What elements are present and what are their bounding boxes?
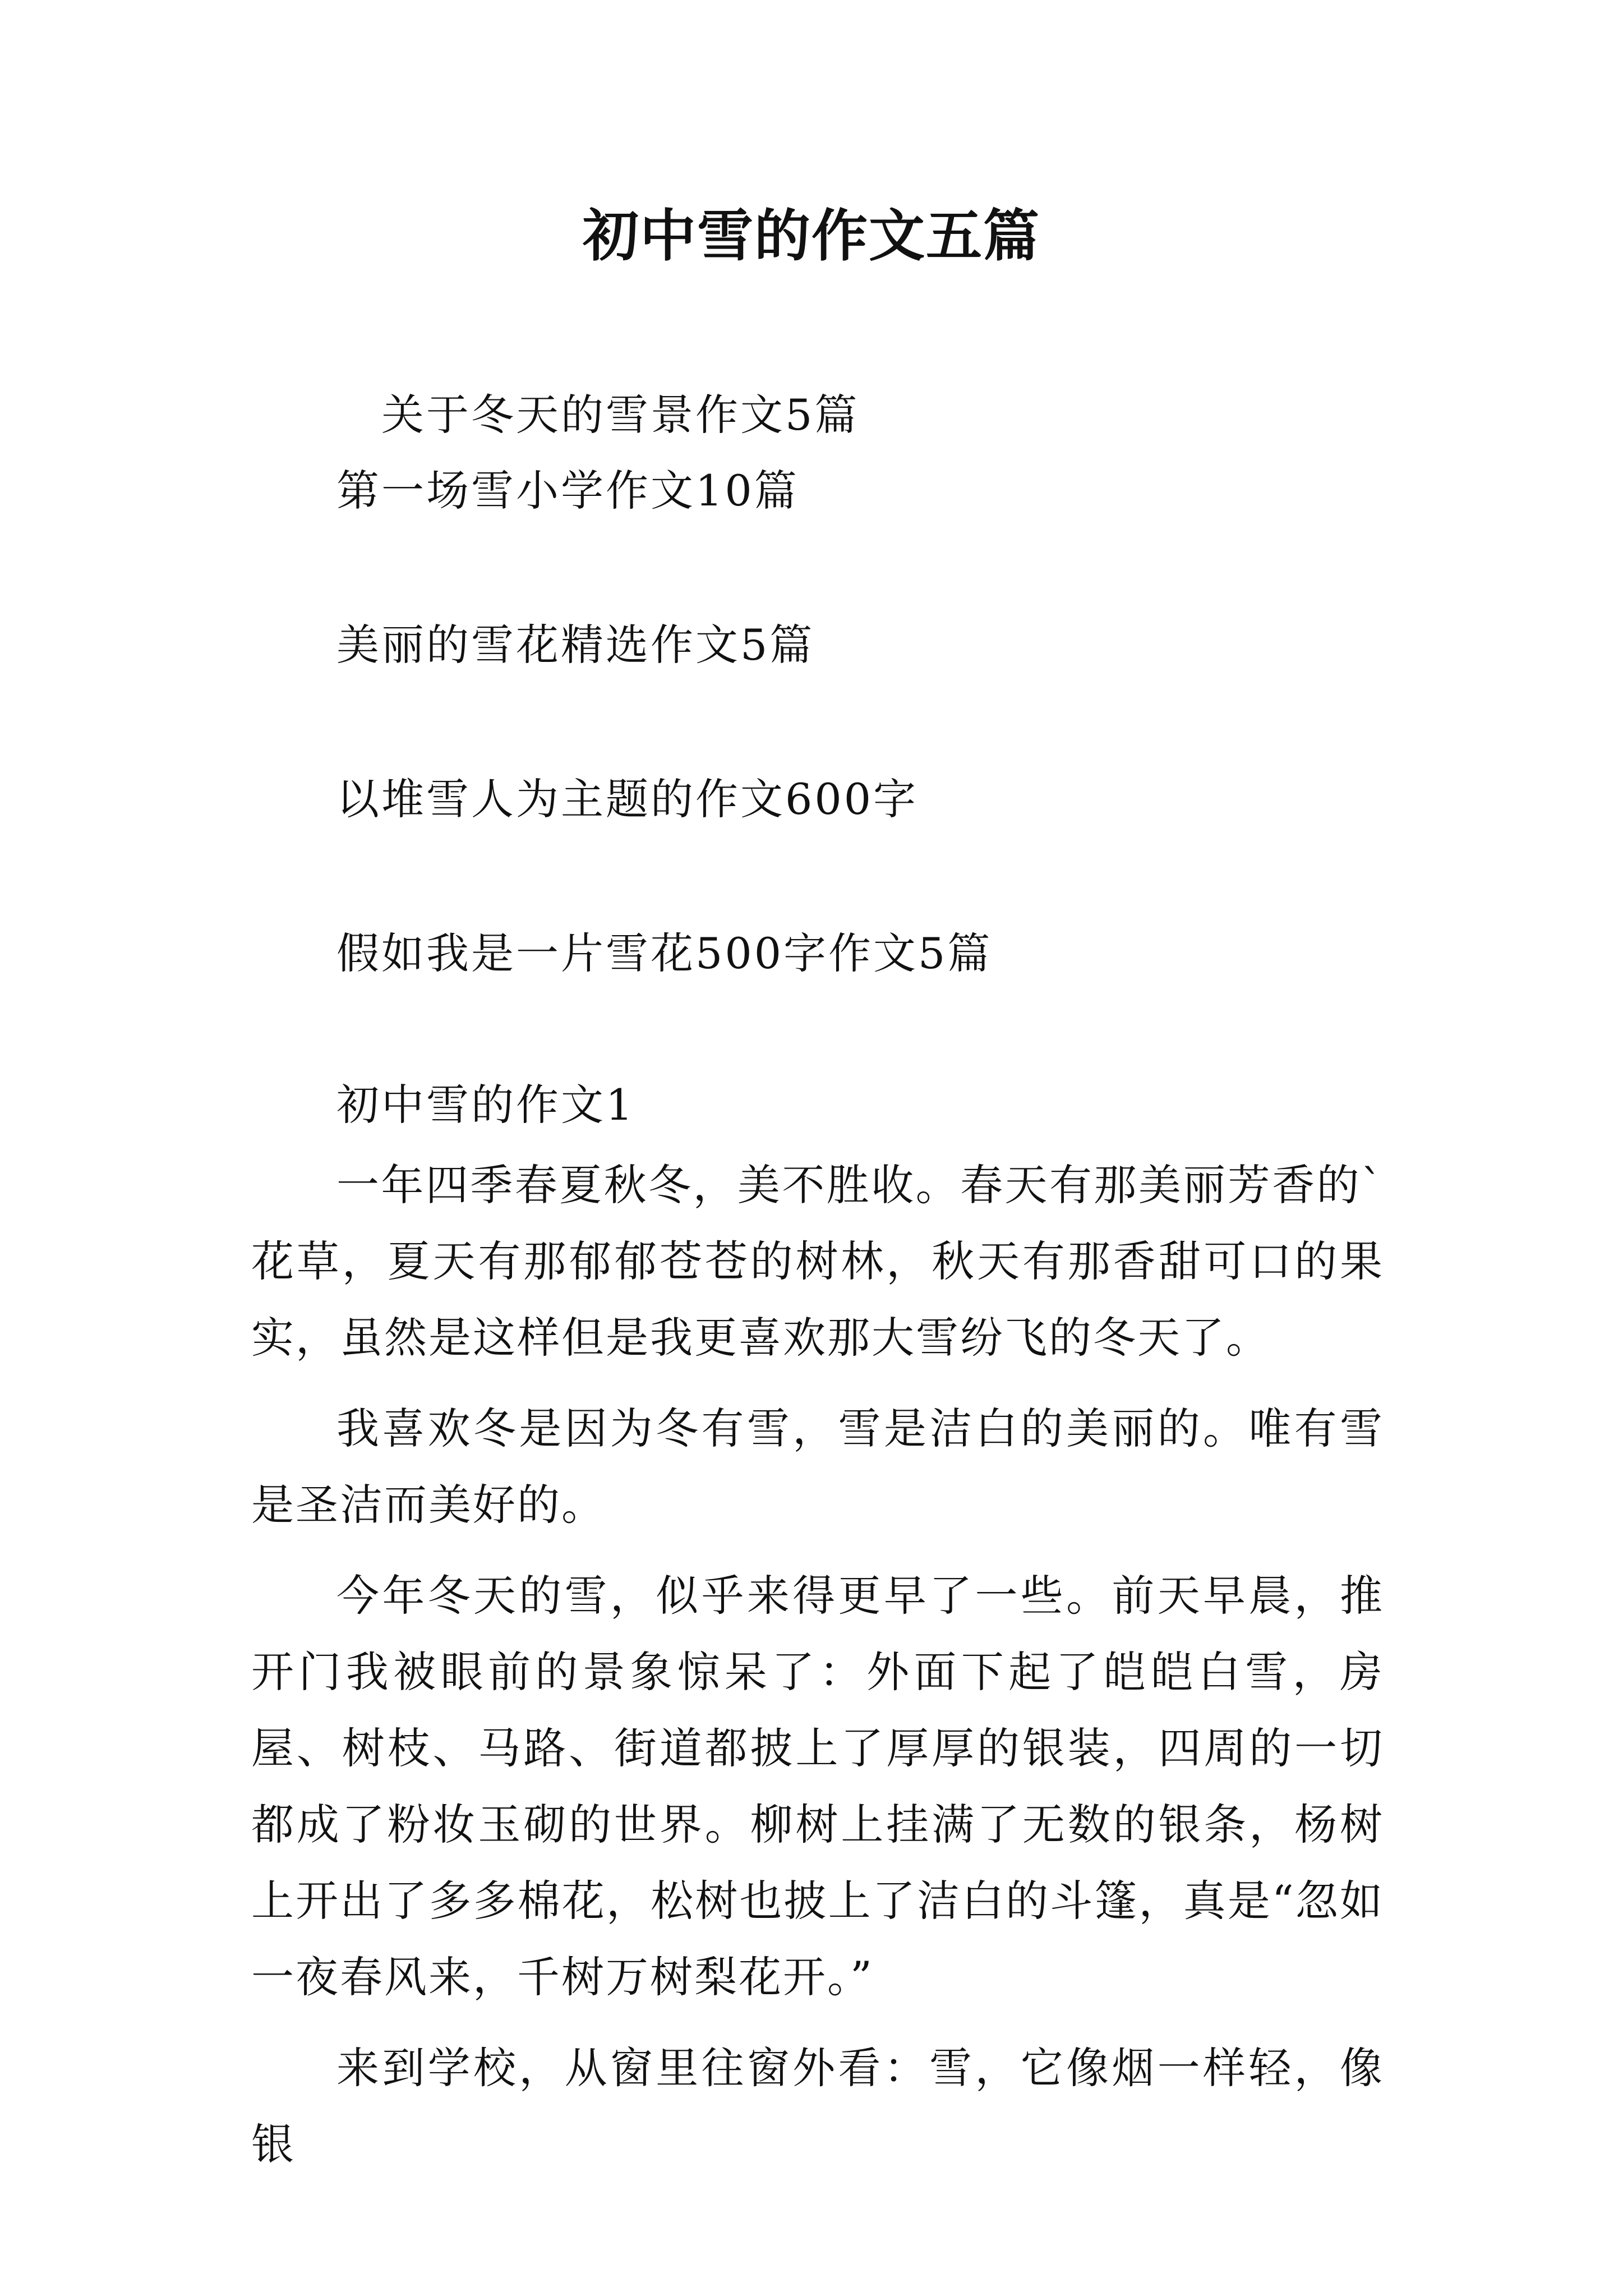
paragraph-2: 我喜欢冬是因为冬有雪，雪是洁白的美丽的。唯有雪是圣洁而美好的。	[251, 1404, 1384, 1530]
paragraph-1: 一年四季春夏秋冬，美不胜收。春天有那美丽芳香的`花草，夏天有那郁郁苍苍的树林，秋天有那香甜可口的果实，虽然是这样但是我更喜欢那大雪纷飞的冬天了。	[251, 1160, 1384, 1363]
related-link-5[interactable]: 假如我是一片雪花500字作文5篇	[336, 928, 993, 978]
related-link-1[interactable]: 关于冬天的雪景作文5篇	[381, 390, 860, 440]
related-link-2[interactable]: 第一场雪小学作文10篇	[336, 466, 799, 516]
document-title: 初中雪的作文五篇	[583, 203, 1040, 269]
related-link-3[interactable]: 美丽的雪花精选作文5篇	[336, 620, 815, 670]
section-heading: 初中雪的作文1	[336, 1080, 635, 1130]
paragraph-3: 今年冬天的雪，似乎来得更早了一些。前天早晨，推开门我被眼前的景象惊呆了：外面下起了皑皑白雪，房屋、树枝、马路、街道都披上了厚厚的银装，四周的一切都成了粉妆玉砌的世界。柳树上挂满了无数的银条，杨树上开出了多多棉花，松树也披上了洁白的斗篷，真是“忽如一夜春风来，千树万树梨花开。”	[251, 1571, 1384, 2002]
paragraph-4: 来到学校，从窗里往窗外看：雪，它像烟一样轻，像银	[251, 2043, 1384, 2169]
related-link-4[interactable]: 以堆雪人为主题的作文600字	[336, 774, 919, 824]
article-body	[251, 1147, 1384, 2197]
